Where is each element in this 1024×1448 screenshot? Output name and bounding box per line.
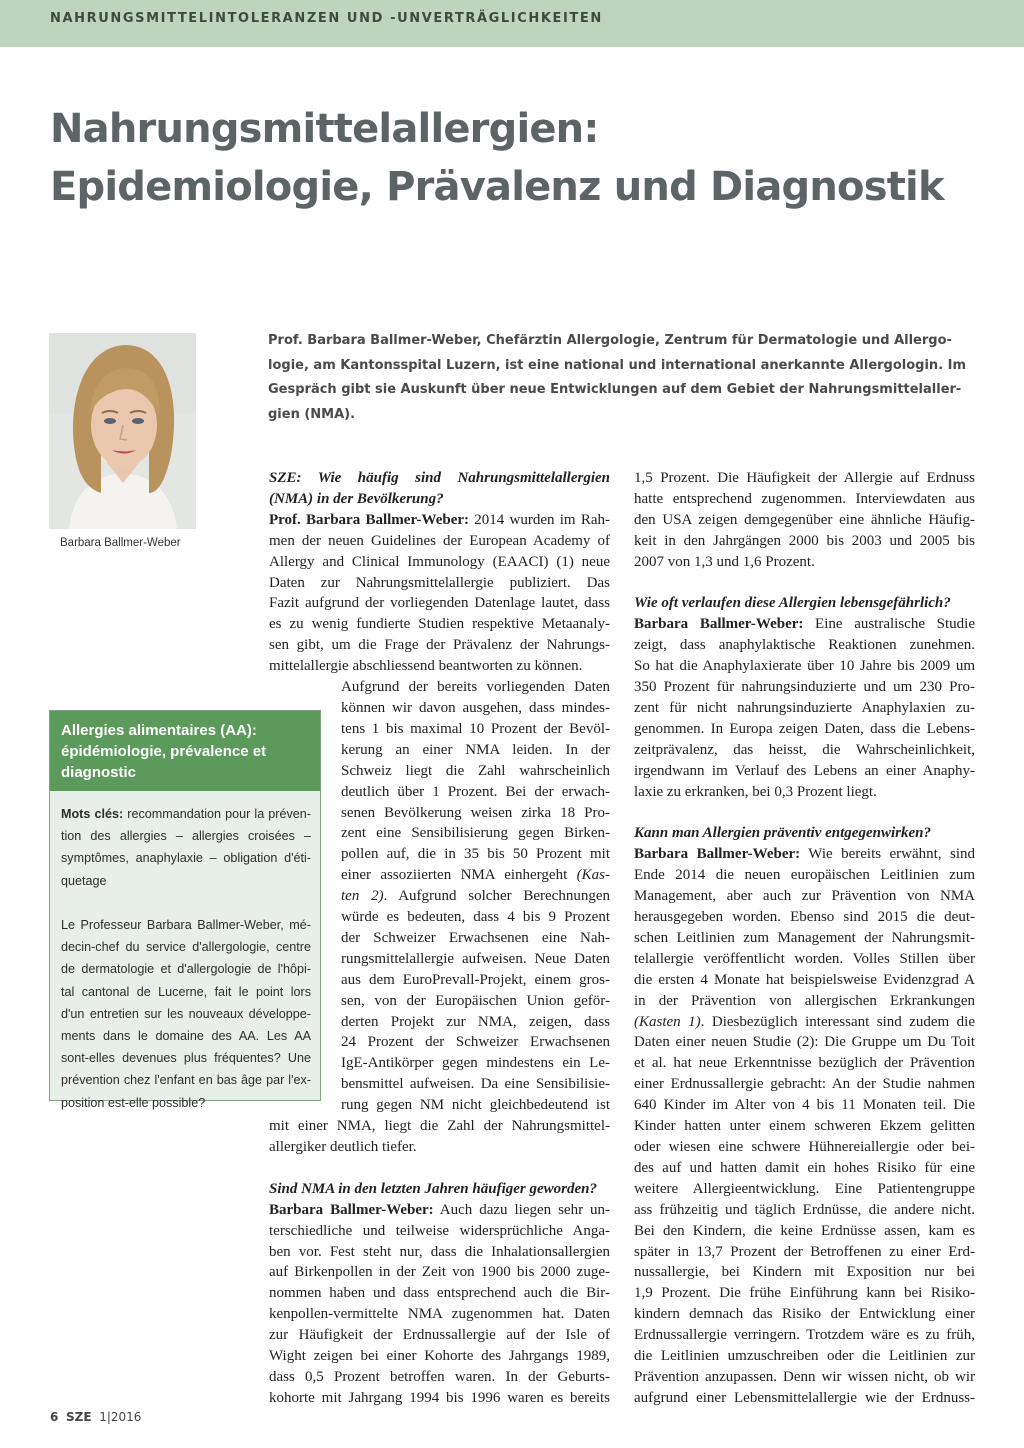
page-footer	[50, 1410, 141, 1424]
answer-line: 350 Prozent für nahrungsinduzierte und um 230 Pro-	[634, 679, 975, 696]
answer-line: oder wiesen eine schwere Hühnereiallergie oder bei-	[634, 1138, 975, 1155]
question-line: SZE: Wie häufig sind Nahrungsmittelallergien	[269, 470, 610, 486]
answer-line: die ersten 4 Monate hat beispielsweise Evidenzgrad A	[634, 971, 975, 988]
answer-line: Management, aber auch zur Prävention von NMA	[634, 888, 975, 905]
answer-line: den USA zeigen demgegenüber eine ähnliche Häufig-	[634, 511, 975, 528]
answer-line: zur Häufigkeit der Erdnussallergie auf der Isle of	[269, 1327, 610, 1344]
answer-line	[634, 1012, 975, 1033]
keywords-label: Mots clés:	[61, 807, 124, 821]
section-label: NAHRUNGSMITTELINTOLERANZEN UND -UNVERTRÄGLICHKEITEN	[50, 11, 603, 26]
answer-line: der Schweizer Erwachsenen eine Nah-	[341, 929, 610, 946]
answer-text: . Diesbezüglich interessant sind zudem die	[700, 1013, 975, 1030]
section-header-band	[0, 0, 1024, 47]
answer-line: keit in den Jahrgängen 2000 bis 2003 und 2005 bis	[634, 532, 975, 549]
speaker-name: Barbara Ballmer-Weber:	[634, 616, 804, 633]
answer-line	[269, 1200, 610, 1221]
intro-line: gien (NMA).	[268, 406, 356, 422]
summary-line: position est-elle possible?	[61, 1095, 206, 1110]
answer-line: zeitprävalenz, das heisst, die Wahrscheinlichkeit,	[634, 741, 975, 758]
answer-line: ben vor. Fest steht nur, dass die Inhalationsallergien	[269, 1243, 610, 1260]
keywords-text: recommandation pour la préven-	[127, 807, 311, 821]
answer-line: bensmittel aufweisen. Da eine Sensibilisie-	[341, 1076, 610, 1093]
page-number: 6	[50, 1410, 59, 1424]
question-line: (NMA) in der Bevölkerung?	[269, 490, 444, 507]
answer-line: Kinder hatten unter einem schweren Ekzem gelitten	[634, 1118, 975, 1135]
title-line: Nahrungsmittelallergien:	[50, 106, 599, 152]
answer-line: Schweiz liegt die Zahl wahrscheinlich	[341, 762, 610, 779]
portrait-image	[49, 333, 196, 529]
answer-line: 24 Prozent der Schweizer Erwachsenen	[341, 1034, 610, 1051]
answer-line: dass 0,5 Prozent betroffen waren. In der Geburts-	[269, 1368, 610, 1385]
answer-line: 2007 von 1,3 und 1,6 Prozent.	[634, 553, 815, 570]
answer-line	[269, 510, 610, 531]
speaker-name: Barbara Ballmer-Weber:	[269, 1201, 434, 1218]
summary-title-line: Allergies alimentaires (AA):	[61, 722, 257, 739]
answer-line: ass frühzeitig und täglich Erdnüsse, die andere nicht.	[634, 1201, 975, 1218]
answer-line: einer Erdnussallergie gebracht: An der Studie nahmen	[634, 1076, 975, 1093]
article-title	[50, 100, 990, 216]
summary-box-title	[61, 720, 266, 783]
answer-text: einer assoziierten NMA einhergeht	[341, 867, 568, 884]
summary-line: ments dans le domaine des AA. Les AA	[61, 1029, 311, 1044]
question-line: Wie oft verlaufen diese Allergien lebensgefährlich?	[634, 595, 951, 612]
answer-line: zent für nicht nahrungsinduzierte Anaphylaxien zu-	[634, 699, 975, 716]
paragraph-gap	[61, 892, 311, 914]
answer-line: Daten zur Nahrungsmittelallergie publiziert. Das	[269, 574, 610, 591]
question-line: Sind NMA in den letzten Jahren häufiger geworden?	[269, 1180, 597, 1197]
french-summary-box	[49, 710, 321, 1110]
answer-line: des auf und hatten damit ein hohes Risiko für eine	[634, 1159, 975, 1176]
answer-line: derten Projekt zur NMA, zeigen, dass	[341, 1013, 610, 1030]
answer-line: kenpollen-vermittelte NMA zugenommen hat. Daten	[269, 1306, 610, 1323]
answer-line: es zu wenig fundierte Studien respektive Metaanaly-	[269, 616, 610, 633]
answer-line: in der Prävention von allergischen Erkrankungen	[634, 992, 975, 1009]
answer-line: können wir davon ausgehen, dass mindes-	[341, 699, 610, 716]
summary-line: decin-chef du service d'allergologie, centre	[61, 940, 311, 955]
answer-line: laxie zu erkranken, bei 0,3 Prozent liegt.	[634, 783, 877, 800]
intro-line: Gespräch gibt sie Auskunft über neue Entwicklungen auf dem Gebiet der Nahrungsmittelaller-	[268, 382, 962, 397]
answer-line: genommen. In Europa zeigen Daten, dass die Lebens-	[634, 720, 975, 737]
answer-line: aus dem EuroPrevall-Projekt, einem gros-	[341, 971, 610, 988]
answer-line: hatte entsprechend zugenommen. Interviewdaten aus	[634, 490, 975, 507]
answer-line	[634, 614, 975, 635]
keywords-line: tion des allergies – allergies croisées –	[61, 829, 311, 844]
photo-caption: Barbara Ballmer-Weber	[60, 537, 181, 549]
answer-line: weitere Allergieentwicklung. Eine Patientengruppe	[634, 1180, 975, 1197]
answer-line: et al. hat neue Erkenntnisse bezüglich der Prävention	[634, 1055, 975, 1072]
summary-line: Le Professeur Barbara Ballmer-Weber, mé-	[61, 918, 311, 932]
intro-line: logie, am Kantonsspital Luzern, ist eine national und international anerkannte Allergologin. Im	[268, 357, 967, 373]
answer-line: Wight zeigen bei einer Kohorte des Jahrgangs 1989,	[269, 1348, 610, 1365]
answer-line: rung gegen NM nicht gleichbedeutend ist	[341, 1097, 610, 1114]
answer-line: pollen auf, die in 35 bis 50 Prozent mit	[341, 846, 610, 863]
answer-line: schen Leitlinien zum Management der Nahrungsmit-	[634, 929, 975, 946]
speaker-name: Prof. Barbara Ballmer-Weber:	[269, 511, 470, 528]
journal-name: SZE	[66, 1410, 92, 1424]
answer-line: die Leitlinien umzuschreiben oder die Leitlinien zur	[634, 1348, 975, 1365]
intro-line: Prof. Barbara Ballmer-Weber, Chefärztin Allergologie, Zentrum für Dermatologie und Allergo-	[268, 333, 952, 348]
answer-line: rungsmittelallergie aufweisen. Neue Daten	[341, 950, 610, 967]
keywords-line: quetage	[61, 873, 107, 888]
answer-line: allergiker deutlich tiefer.	[269, 1139, 417, 1155]
summary-title-line: diagnostic	[61, 764, 137, 781]
summary-box-body	[61, 803, 311, 1114]
answer-line: nommen haben und dass entsprechend auch die Bir-	[269, 1285, 610, 1302]
answer-text: . Aufgrund solcher Berechnungen	[383, 888, 610, 905]
answer-line: mit einer NMA, liegt die Zahl der Nahrungsmittel-	[269, 1118, 610, 1135]
summary-box-header	[50, 711, 320, 791]
summary-title-line: épidémiologie, prévalence et	[61, 743, 267, 760]
summary-line: d'un entretien sur les nouveaux développe-	[61, 1006, 311, 1021]
intro-paragraph	[268, 329, 980, 427]
issue-number: 1|2016	[99, 1410, 142, 1424]
answer-line: terschiedliche und teilweise widersprüchliche Anga-	[269, 1222, 610, 1239]
answer-line: deutlich über 1 Prozent. Bei der erwach-	[341, 783, 610, 800]
answer-line: zeigt, dass anaphylaktische Reaktionen zunehmen.	[634, 637, 975, 654]
answer-line: sen gibt, um die Frage der Prävalenz der Nahrungs-	[269, 637, 610, 654]
answer-line: Fazit aufgrund der vorliegenden Datenlage lautet, dass	[269, 595, 610, 612]
answer-line: tens 1 bis maximal 10 Prozent der Bevöl-	[341, 720, 610, 737]
answer-line: irgendwann im Verlauf des Lebens an einer Anaphy-	[634, 762, 975, 779]
summary-line: de dermatologie et d'allergologie de l'hôpi-	[61, 962, 311, 977]
paragraph-gap	[634, 573, 975, 594]
speaker-name: Barbara Ballmer-Weber:	[634, 846, 801, 863]
answer-line: men der neuen Guidelines der European Academy of	[269, 532, 610, 549]
answer-line: kerung an einer NMA leiden. In der	[341, 741, 610, 758]
answer-line: 1,5 Prozent. Die Häufigkeit der Allergie auf Erdnuss	[634, 470, 975, 486]
answer-line: telallergie veröffentlicht worden. Volles Stillen über	[634, 950, 975, 967]
box-reference: (Kasten 1)	[634, 1013, 701, 1030]
box-reference: (Kas-	[576, 867, 610, 884]
answer-line: aufgrund einer Lebensmittelallergie wie der Erdnuss-	[634, 1389, 975, 1406]
answer-line: Daten einer neuen Studie (2): Die Gruppe um Du Toit	[634, 1034, 975, 1051]
answer-line: 640 Kinder im Alter von 4 bis 11 Monaten teil. Die	[634, 1097, 975, 1114]
question-line: Kann man Allergien präventiv entgegenwirken?	[634, 825, 931, 842]
author-photo	[49, 333, 196, 529]
keywords-line: symptômes, anaphylaxie – obligation d'éti-	[61, 851, 311, 866]
answer-text: Wie bereits erwähnt, sind	[800, 846, 975, 863]
answer-text: 2014 wurden im Rah-	[469, 511, 610, 528]
answer-line: würde es bedeuten, dass 4 bis 9 Prozent	[341, 909, 610, 926]
article-column-2	[634, 468, 975, 1409]
answer-line: später in 13,7 Prozent der Betroffenen zu einer Erd-	[634, 1243, 975, 1260]
answer-line: Ende 2014 die neuen europäischen Leitlinien zum	[634, 867, 975, 884]
answer-text: Auch dazu liegen sehr un-	[433, 1201, 611, 1218]
answer-line: Allergy and Clinical Immunology (EAACI) (1) neue	[269, 553, 610, 570]
answer-line: 1,9 Prozent. Die frühe Einführung kann bei Risiko-	[634, 1285, 975, 1302]
answer-line: auf Birkenpollen in der Zeit von 1900 bis 2000 zuge-	[269, 1264, 610, 1281]
paragraph-gap	[269, 1158, 610, 1179]
answer-line: kindern demnach das Risiko der Entwicklung einer	[634, 1306, 975, 1323]
title-line: Epidemiologie, Prävalenz und Diagnostik	[50, 164, 944, 210]
box-reference: ten 2)	[341, 888, 384, 905]
summary-line: prévention chez l'enfant en bas âge par l'ex-	[61, 1073, 311, 1088]
answer-line: Erdnussallergie verringern. Trotzdem wäre es zu früh,	[634, 1327, 975, 1344]
summary-line: tal cantonal de Lucerne, fait le point lors	[61, 984, 311, 999]
answer-line: sen, von der Europäischen Union geför-	[341, 992, 610, 1009]
answer-line: Bei den Kindern, die keine Erdnüsse assen, kam es	[634, 1222, 975, 1239]
answer-line	[634, 844, 975, 865]
answer-line: kohorte mit Jahrgang 1994 bis 1996 waren es bereits	[269, 1389, 610, 1406]
answer-line: mittelallergie abschliessend beantworten zu können.	[269, 658, 583, 675]
answer-line: Aufgrund der bereits vorliegenden Daten	[341, 679, 610, 696]
summary-line: sont-elles devenues plus fréquentes? Une	[61, 1051, 311, 1066]
answer-line: senen Bevölkerung weisen zirka 18 Pro-	[341, 804, 610, 821]
answer-line: So hat die Anaphylaxierate über 10 Jahre bis 2009 um	[634, 658, 975, 675]
answer-line: Prävention anzupassen. Denn wir wissen nicht, ob wir	[634, 1368, 975, 1385]
paragraph-gap	[634, 802, 975, 823]
keywords-line	[61, 803, 311, 825]
answer-line: herausgegeben worden. Ebenso sind 2015 die deut-	[634, 909, 975, 925]
answer-text: Eine australische Studie	[803, 616, 975, 633]
answer-line: zent eine Sensibilisierung gegen Birken-	[341, 825, 610, 842]
answer-line: nussallergie, bei Kindern mit Exposition nur bei	[634, 1264, 975, 1281]
answer-line: IgE-Antikörper gegen mindestens ein Le-	[341, 1055, 610, 1072]
